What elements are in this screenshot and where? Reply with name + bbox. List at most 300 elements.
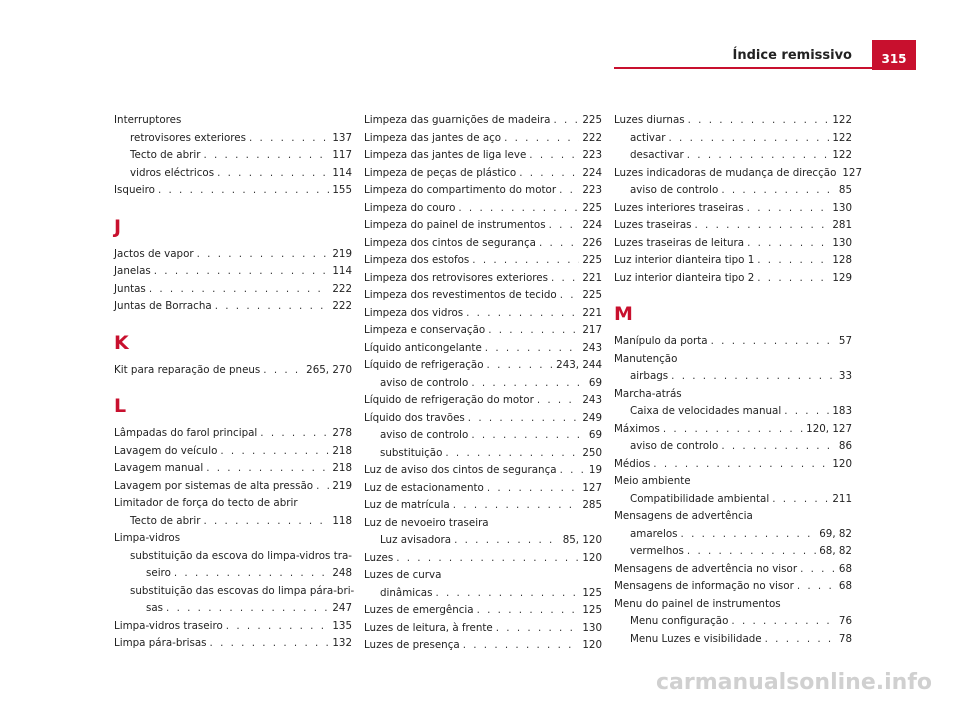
- index-entry-term: Isqueiro: [114, 184, 155, 196]
- dot-leader: [435, 585, 579, 603]
- index-entry-term: Luzes indicadoras de mudança de direcção: [614, 166, 837, 179]
- index-entry-page: 120: [582, 639, 602, 651]
- index-entry: [614, 200, 852, 218]
- index-entry-term: Máximos: [614, 422, 660, 435]
- dot-leader: [695, 217, 830, 235]
- index-entry-term: Caixa de velocidades manual: [630, 405, 782, 417]
- dot-leader: [504, 130, 579, 148]
- index-entry-page: 130: [832, 236, 852, 249]
- index-heading-line: Menu do painel de instrumentos: [614, 597, 781, 610]
- dot-leader: [206, 460, 329, 478]
- index-entry-page: 211: [832, 492, 852, 505]
- dot-leader: [226, 618, 330, 636]
- index-entry-page: 223: [582, 184, 602, 196]
- index-entry: [614, 270, 852, 288]
- dot-leader: [249, 130, 329, 148]
- index-entry-term: Médios: [614, 457, 651, 470]
- index-entry-term: Líquido anticongelante: [364, 341, 482, 354]
- index-entry-page: 122: [832, 149, 852, 161]
- index-entry-page: 127: [582, 481, 602, 494]
- index-entry-page: 69: [588, 376, 602, 389]
- index-entry-page: 57: [838, 335, 852, 347]
- index-column-1: [114, 112, 355, 653]
- index-entry-term: airbags: [630, 370, 669, 382]
- index-entry-term: Menu configuração: [630, 615, 729, 627]
- index-entry-page: 127: [842, 166, 863, 179]
- index-entry-term: aviso de controlo: [380, 429, 469, 441]
- index-entry: [364, 252, 602, 270]
- index-entry: [114, 425, 352, 443]
- dot-leader: [669, 130, 830, 148]
- index-entry-term: Limpeza do compartimento do motor: [364, 184, 557, 196]
- index-entry: [364, 445, 602, 463]
- dot-leader: [466, 305, 579, 323]
- dot-leader: [472, 252, 579, 270]
- index-heading-line: Manutenção: [614, 352, 678, 365]
- dot-leader: [154, 263, 330, 281]
- index-entry: [114, 263, 352, 281]
- index-entry: [614, 456, 852, 474]
- index-heading-line: substituição das escovas do limpa pára-bri-: [130, 584, 355, 597]
- index-entry: [614, 403, 852, 421]
- index-entry-term: Luz de aviso dos cintos de segurança: [364, 464, 557, 476]
- index-entry: [364, 375, 602, 393]
- index-letter-heading: J: [114, 215, 122, 238]
- index-heading-line: substituição da escova do limpa-vidros tra-: [130, 549, 352, 562]
- index-entry-term: dinâmicas: [380, 586, 433, 599]
- index-entry-page: 226: [582, 236, 602, 249]
- index-entry: [614, 491, 852, 509]
- index-entry-term: Luz interior dianteira tipo 2: [614, 271, 755, 284]
- index-entry-term: sas: [146, 602, 164, 614]
- index-letter-heading: K: [114, 331, 129, 354]
- index-entry: [614, 421, 852, 439]
- index-entry: [364, 235, 602, 253]
- index-entry-page: 219: [332, 247, 352, 260]
- dot-leader: [158, 182, 329, 200]
- index-entry: [614, 182, 852, 200]
- index-entry-term: Luz avisadora: [380, 534, 452, 546]
- index-entry-page: 265, 270: [306, 363, 352, 376]
- index-column-3: [614, 112, 863, 648]
- index-heading-line: Mensagens de advertência: [614, 510, 753, 522]
- index-entry: [114, 281, 352, 299]
- index-entry-page: 69, 82: [819, 527, 852, 540]
- index-entry: [614, 438, 852, 456]
- dot-leader: [210, 635, 330, 653]
- dot-leader: [560, 462, 586, 480]
- index-entry-page: 114: [332, 265, 352, 277]
- index-entry-page: 281: [832, 219, 852, 231]
- index-entry-page: 68, 82: [819, 545, 852, 557]
- index-entry-term: Limpeza do painel de instrumentos: [364, 219, 546, 231]
- index-entry-term: Lavagem do veículo: [114, 444, 218, 457]
- dot-leader: [721, 438, 836, 456]
- dot-leader: [731, 613, 835, 631]
- index-entry-page: 224: [582, 166, 602, 179]
- dot-leader: [496, 620, 580, 638]
- dot-leader: [396, 550, 579, 568]
- index-entry: [364, 585, 602, 603]
- index-entry-page: 249: [582, 411, 602, 424]
- index-entry: [114, 182, 352, 200]
- index-entry-page: 69: [588, 429, 602, 441]
- index-entry-term: Luzes de presença: [364, 639, 460, 651]
- index-entry-page: 248: [332, 567, 352, 579]
- index-entry-page: 225: [582, 201, 602, 214]
- index-entry-page: 247: [332, 602, 352, 614]
- index-entry-term: activar: [630, 131, 666, 144]
- index-entry-term: desactivar: [630, 149, 684, 161]
- index-entry-page: 128: [832, 254, 852, 266]
- index-entry-term: Luzes diurnas: [614, 114, 685, 126]
- dot-leader: [551, 270, 579, 288]
- index-entry: [364, 357, 602, 375]
- index-entry-page: 78: [838, 632, 852, 645]
- index-entry: [114, 443, 352, 461]
- index-entry-page: 86: [838, 440, 852, 452]
- dot-leader: [217, 165, 329, 183]
- index-entry: [364, 392, 602, 410]
- index-entry-page: 217: [582, 324, 602, 336]
- index-entry-term: Tecto de abrir: [130, 149, 201, 161]
- dot-leader: [215, 298, 330, 316]
- dot-leader: [445, 445, 579, 463]
- index-entry: [114, 460, 352, 478]
- index-entry-page: 85, 120: [562, 534, 602, 546]
- index-entry-page: 68: [838, 580, 852, 592]
- index-entry: [114, 246, 352, 264]
- index-entry-term: aviso de controlo: [380, 376, 469, 389]
- dot-leader: [487, 480, 580, 498]
- index-entry: [364, 410, 602, 428]
- index-entry: [364, 532, 602, 550]
- index-entry-term: Luzes traseiras: [614, 219, 692, 231]
- dot-leader: [458, 200, 579, 218]
- index-entry-term: Líquido de refrigeração do motor: [364, 394, 534, 406]
- index-heading-line: Limitador de força do tecto de abrir: [114, 497, 298, 509]
- index-entry: [114, 362, 352, 380]
- index-entry: [364, 497, 602, 515]
- index-entry-term: Mensagens de advertência no visor: [614, 562, 798, 575]
- index-entry-term: Kit para reparação de pneus: [114, 363, 261, 376]
- index-entry-page: 243: [582, 394, 602, 406]
- index-entry-term: Limpeza das guarnições de madeira: [364, 114, 551, 126]
- index-entry-page: 218: [332, 462, 352, 474]
- index-entry-term: retrovisores exteriores: [130, 131, 247, 144]
- index-entry-term: Limpeza de peças de plástico: [364, 166, 517, 179]
- index-entry-page: 225: [582, 114, 602, 126]
- index-entry-term: Limpa pára-brisas: [114, 637, 207, 649]
- index-entry-term: Limpeza dos retrovisores exteriores: [364, 271, 548, 284]
- index-entry-term: Tecto de abrir: [130, 514, 201, 527]
- dot-leader: [553, 112, 579, 130]
- index-entry-page: 218: [332, 444, 352, 457]
- index-entry: [364, 620, 602, 638]
- dot-leader: [463, 637, 580, 655]
- index-entry-page: 221: [582, 306, 602, 319]
- index-entry-page: 120: [582, 551, 602, 564]
- index-entry-term: Luz de estacionamento: [364, 481, 484, 494]
- index-entry-term: substituição: [380, 446, 443, 459]
- index-entry: [364, 147, 602, 165]
- index-entry: [364, 305, 602, 323]
- dot-leader: [549, 217, 580, 235]
- index-entry: [114, 513, 352, 531]
- index-entry-page: 114: [332, 166, 352, 179]
- dot-leader: [747, 200, 830, 218]
- index-entry-page: 225: [582, 289, 602, 301]
- dot-leader: [711, 333, 836, 351]
- dot-leader: [471, 427, 586, 445]
- index-entry-page: 135: [332, 619, 352, 632]
- index-entry: [114, 635, 352, 653]
- index-entry: [114, 618, 352, 636]
- index-entry-term: Limpeza do couro: [364, 201, 456, 214]
- header-rule: [614, 67, 872, 69]
- index-entry: [614, 333, 852, 351]
- index-entry-page: 183: [832, 405, 852, 417]
- index-entry-page: 129: [832, 271, 852, 284]
- index-entry: [364, 480, 602, 498]
- index-entry-page: 19: [588, 464, 602, 476]
- index-entry-term: Líquido dos travões: [364, 411, 465, 424]
- index-entry-term: Limpeza das jantes de liga leve: [364, 149, 527, 161]
- index-entry-term: Luzes: [364, 551, 394, 564]
- index-heading-line: Luzes de curva: [364, 569, 442, 581]
- index-heading-line: Meio ambiente: [614, 475, 691, 487]
- index-entry-page: 120: [832, 457, 852, 470]
- index-entry-page: 155: [332, 184, 352, 196]
- dot-leader: [687, 543, 816, 561]
- dot-leader: [757, 270, 829, 288]
- index-entry: [364, 130, 602, 148]
- index-entry: [364, 270, 602, 288]
- index-entry-page: 222: [332, 300, 352, 312]
- index-entry-term: Limpa-vidros traseiro: [114, 619, 223, 632]
- index-entry-page: 285: [582, 499, 602, 511]
- dot-leader: [519, 165, 579, 183]
- index-entry-term: amarelos: [630, 527, 678, 540]
- index-entry-page: 243: [582, 341, 602, 354]
- index-entry: [614, 543, 852, 561]
- index-entry-page: 130: [582, 621, 602, 634]
- index-entry-page: 33: [838, 370, 852, 382]
- index-entry: [364, 427, 602, 445]
- dot-leader: [537, 392, 580, 410]
- dot-leader: [765, 631, 836, 649]
- index-entry: [114, 298, 352, 316]
- dot-leader: [454, 532, 560, 550]
- index-entry: [114, 130, 352, 148]
- index-entry-page: 130: [832, 201, 852, 214]
- dot-leader: [560, 287, 580, 305]
- index-entry: [614, 561, 852, 579]
- index-heading-line: Marcha-atrás: [614, 387, 682, 400]
- index-entry: [614, 147, 852, 165]
- index-entry: [614, 112, 852, 130]
- index-entry: [114, 478, 352, 496]
- index-entry-page: 250: [582, 446, 602, 459]
- dot-leader: [529, 147, 579, 165]
- index-entry-term: Luz interior dianteira tipo 1: [614, 254, 755, 266]
- dot-leader: [784, 403, 829, 421]
- index-heading-line: Luz de nevoeiro traseira: [364, 516, 489, 529]
- dot-leader: [203, 147, 329, 165]
- index-entry-page: 224: [582, 219, 602, 231]
- index-entry-term: Limpeza dos cintos de segurança: [364, 236, 536, 249]
- index-entry: [614, 217, 852, 235]
- dot-leader: [688, 112, 830, 130]
- index-entry-page: 225: [582, 254, 602, 266]
- index-entry: [614, 130, 852, 148]
- index-entry-page: 243, 244: [556, 359, 602, 371]
- index-letter-heading: L: [114, 395, 127, 417]
- index-entry-term: Limpeza das jantes de aço: [364, 131, 502, 144]
- index-entry: [364, 112, 602, 130]
- index-entry-term: Luzes traseiras de leitura: [614, 236, 745, 249]
- index-entry-term: Luz de matrícula: [364, 499, 450, 511]
- watermark: carmanualsonline.info: [656, 670, 932, 695]
- index-entry-page: 132: [332, 637, 352, 649]
- index-entry-page: 122: [832, 114, 852, 126]
- index-entry: [364, 165, 602, 183]
- page-number: 315: [872, 40, 916, 70]
- index-entry: [364, 340, 602, 358]
- dot-leader: [260, 425, 329, 443]
- index-entry: [364, 200, 602, 218]
- index-entry-term: Líquido de refrigeração: [364, 359, 484, 371]
- dot-leader: [757, 252, 829, 270]
- index-entry: [364, 287, 602, 305]
- index-entry: [364, 217, 602, 235]
- index-entry-term: Janelas: [114, 265, 151, 277]
- dot-leader: [747, 235, 829, 253]
- index-entry-term: Luzes de leitura, à frente: [364, 621, 493, 634]
- index-entry-page: 118: [332, 514, 352, 527]
- dot-leader: [220, 443, 329, 461]
- index-entry-page: 122: [832, 131, 852, 144]
- dot-leader: [166, 600, 329, 618]
- index-entry-term: Limpeza dos estofos: [364, 254, 470, 266]
- index-entry: [114, 165, 352, 183]
- index-entry-term: vidros eléctricos: [130, 166, 215, 179]
- dot-leader: [203, 513, 329, 531]
- dot-leader: [653, 456, 829, 474]
- index-entry: [614, 631, 852, 649]
- dot-leader: [797, 578, 836, 596]
- dot-leader: [487, 357, 554, 375]
- index-entry-page: 137: [332, 131, 352, 144]
- index-entry-page: 278: [332, 427, 352, 439]
- index-entry-page: 125: [582, 586, 602, 599]
- index-entry-page: 222: [332, 282, 352, 295]
- dot-leader: [316, 478, 329, 496]
- index-entry-term: Compatibilidade ambiental: [630, 492, 770, 505]
- index-entry-page: 76: [838, 615, 852, 627]
- index-entry-term: Menu Luzes e visibilidade: [630, 632, 762, 645]
- dot-leader: [197, 246, 330, 264]
- dot-leader: [477, 602, 580, 620]
- index-entry: [614, 235, 852, 253]
- index-entry-page: 85: [838, 184, 852, 196]
- index-entry-term: Limpeza dos vidros: [364, 306, 464, 319]
- index-column-2: [364, 112, 602, 655]
- index-entry-term: Limpeza dos revestimentos de tecido: [364, 289, 557, 301]
- dot-leader: [800, 561, 836, 579]
- index-entry: [364, 637, 602, 655]
- index-entry-page: 68: [838, 562, 852, 575]
- dot-leader: [174, 565, 329, 583]
- index-entry-term: Luzes interiores traseiras: [614, 201, 744, 214]
- dot-leader: [772, 491, 829, 509]
- index-letter-heading: M: [614, 303, 633, 325]
- index-entry: [614, 578, 852, 596]
- dot-leader: [663, 421, 803, 439]
- index-entry-term: Lâmpadas do farol principal: [114, 427, 258, 439]
- index-entry: [114, 565, 352, 583]
- dot-leader: [149, 281, 330, 299]
- index-entry-term: Lavagem por sistemas de alta pressão: [114, 479, 314, 492]
- index-entry: [614, 613, 852, 631]
- index-entry: [364, 322, 602, 340]
- index-entry-term: vermelhos: [630, 545, 684, 557]
- index-entry-term: Juntas de Borracha: [114, 300, 212, 312]
- index-entry: [614, 368, 852, 386]
- index-entry-term: Manípulo da porta: [614, 335, 708, 347]
- index-entry: [364, 550, 602, 568]
- dot-leader: [559, 182, 579, 200]
- dot-leader: [468, 410, 580, 428]
- dot-leader: [721, 182, 836, 200]
- index-entry-term: Lavagem manual: [114, 462, 204, 474]
- index-entry-page: 219: [332, 479, 352, 492]
- dot-leader: [687, 147, 830, 165]
- dot-leader: [539, 235, 579, 253]
- index-entry-page: 222: [582, 131, 602, 144]
- index-heading-line: Interruptores: [114, 114, 182, 126]
- dot-leader: [681, 526, 817, 544]
- running-header-title: Índice remissivo: [732, 48, 852, 63]
- index-entry-term: Jactos de vapor: [114, 247, 194, 260]
- index-entry: [364, 602, 602, 620]
- index-entry-term: aviso de controlo: [630, 184, 719, 196]
- index-entry: [614, 252, 852, 270]
- index-entry-term: seiro: [146, 567, 171, 579]
- index-heading-line: Limpa-vidros: [114, 532, 181, 544]
- index-entry: [364, 462, 602, 480]
- index-entry-page: 117: [332, 149, 352, 161]
- index-entry: [364, 182, 602, 200]
- dot-leader: [453, 497, 580, 515]
- dot-leader: [471, 375, 586, 393]
- index-entry-term: Luzes de emergência: [364, 604, 474, 616]
- index-entry-term: Juntas: [114, 282, 146, 295]
- index-entry: [114, 147, 352, 165]
- index-entry-page: 223: [582, 149, 602, 161]
- index-entry: [614, 526, 852, 544]
- dot-leader: [263, 362, 303, 380]
- index-entry-page: 125: [582, 604, 602, 616]
- index-entry-page: 120, 127: [806, 422, 852, 435]
- index-entry-page: 221: [582, 271, 602, 284]
- index-entry: [614, 165, 863, 183]
- index-entry: [114, 600, 352, 618]
- index-entry-term: aviso de controlo: [630, 440, 719, 452]
- dot-leader: [488, 322, 579, 340]
- dot-leader: [485, 340, 580, 358]
- index-entry-term: Limpeza e conservação: [364, 324, 486, 336]
